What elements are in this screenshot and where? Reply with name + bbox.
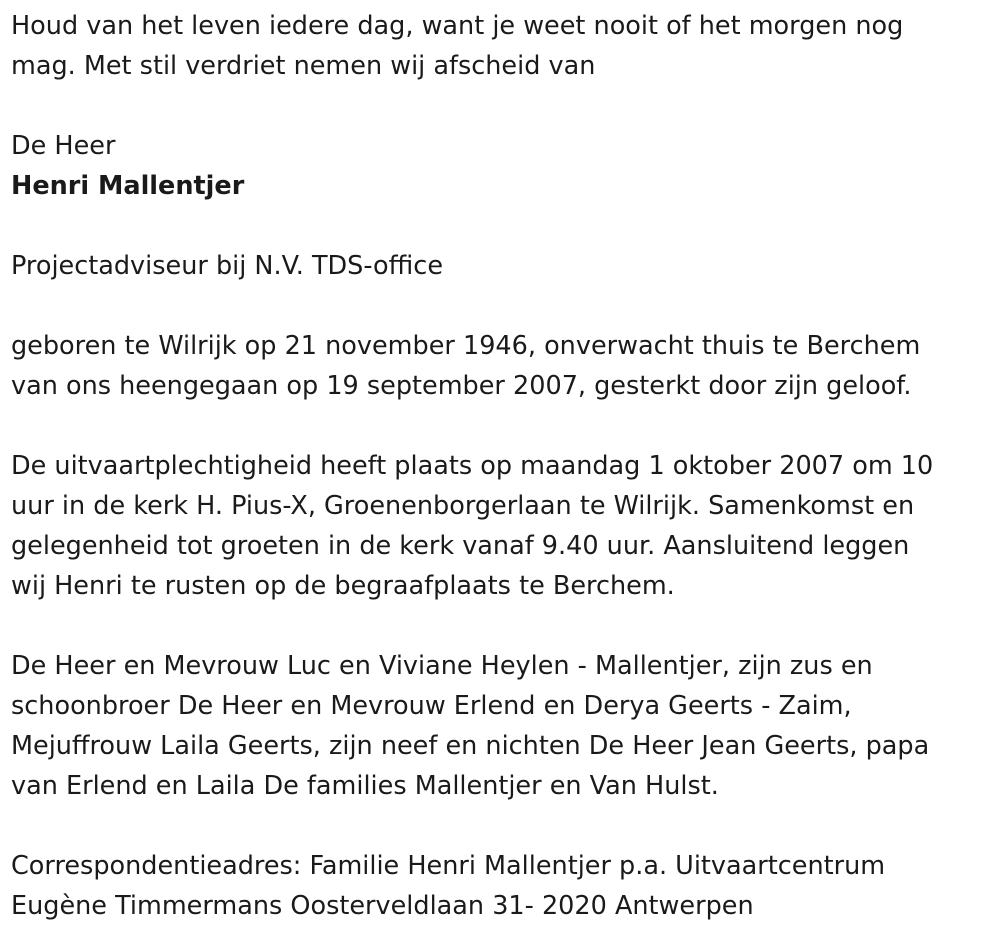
address-paragraph bbox=[11, 846, 986, 926]
birth-death-paragraph bbox=[11, 326, 986, 406]
address-line: Correspondentieadres: Familie Henri Mallentjer p.a. Uitvaartcentrum bbox=[11, 851, 886, 881]
intro-paragraph bbox=[11, 6, 986, 86]
occupation: Projectadviseur bij N.V. TDS-office bbox=[11, 251, 444, 281]
family-line: Mejuffrouw Laila Geerts, zijn neef en nichten De Heer Jean Geerts, papa bbox=[11, 731, 930, 761]
family-line: schoonbroer De Heer en Mevrouw Erlend en Derya Geerts - Zaim, bbox=[11, 691, 852, 721]
family-line: De Heer en Mevrouw Luc en Viviane Heylen - Mallentjer, zijn zus en bbox=[11, 651, 873, 681]
ceremony-line: gelegenheid tot groeten in de kerk vanaf 9.40 uur. Aansluitend leggen bbox=[11, 531, 910, 561]
ceremony-line: De uitvaartplechtigheid heeft plaats op maandag 1 oktober 2007 om 10 bbox=[11, 451, 934, 481]
ceremony-line: uur in de kerk H. Pius-X, Groenenborgerlaan te Wilrijk. Samenkomst en bbox=[11, 491, 915, 521]
family-line: van Erlend en Laila De families Mallentjer en Van Hulst. bbox=[11, 771, 719, 801]
ceremony-line: wij Henri te rusten op de begraafplaats te Berchem. bbox=[11, 571, 675, 601]
intro-line: Houd van het leven iedere dag, want je weet nooit of het morgen nog bbox=[11, 11, 904, 41]
deceased-name: Henri Mallentjer bbox=[11, 171, 245, 201]
address-line: Eugène Timmermans Oosterveldlaan 31- 2020 Antwerpen bbox=[11, 891, 754, 921]
deceased-title-block bbox=[11, 126, 1000, 206]
birth-death-line: geboren te Wilrijk op 21 november 1946, onverwacht thuis te Berchem bbox=[11, 331, 921, 361]
salutation: De Heer bbox=[11, 131, 116, 161]
intro-line: mag. Met stil verdriet nemen wij afscheid van bbox=[11, 51, 596, 81]
ceremony-paragraph bbox=[11, 446, 986, 606]
occupation-paragraph bbox=[11, 246, 986, 286]
birth-death-line: van ons heengegaan op 19 september 2007, gesterkt door zijn geloof. bbox=[11, 371, 912, 401]
family-paragraph bbox=[11, 646, 986, 806]
